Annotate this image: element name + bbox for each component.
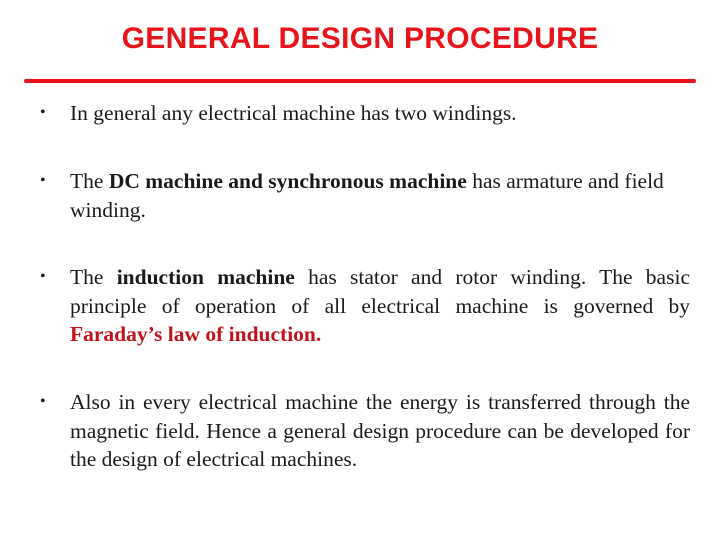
bullet-item [40,263,690,349]
bold-term: DC machine and synchronous machine [108,169,467,193]
bullet-text: In general any electrical machine has two windings. [70,101,517,125]
bullet-dot: • [40,172,46,189]
slide-title: GENERAL DESIGN PROCEDURE [121,22,599,55]
bullet-dot: • [40,104,46,121]
bullet-text: The induction machine has stator and rotor winding. The basic principle of operation of all electrical machine is governed by Faraday’s law of induction. [70,265,690,346]
bold-term: induction machine [116,265,295,289]
bullet-item [40,388,690,474]
bullet-text: The DC machine and synchronous machine has armature and field winding. [70,169,664,222]
title-underline [24,79,696,83]
bullet-item [40,167,690,224]
bullet-item [40,99,690,128]
bullet-dot: • [40,268,46,285]
bullet-dot: • [40,393,46,410]
bullet-text: Also in every electrical machine the energy is transferred through the magnetic field. Hence a general design procedure can be developed for the design of electrical machines. [70,390,690,471]
highlighted-law: Faraday’s law of induction. [70,322,322,346]
